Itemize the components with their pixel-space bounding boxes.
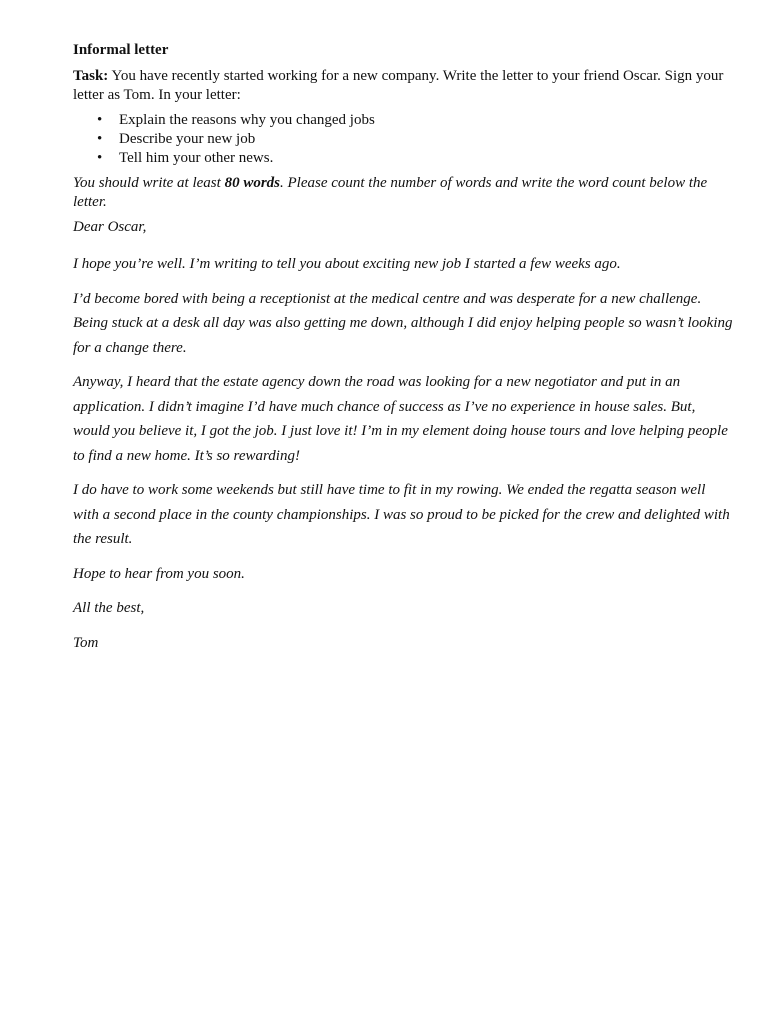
letter-body xyxy=(73,218,734,655)
word-count-instruction xyxy=(73,174,734,212)
task-paragraph xyxy=(73,67,734,105)
list-item xyxy=(97,149,734,168)
letter-greeting: Dear Oscar, xyxy=(73,219,147,235)
list-item-text: Describe your new job xyxy=(119,131,256,147)
letter-sign-off: All the best, xyxy=(73,600,145,616)
list-item xyxy=(97,130,734,149)
bullet-icon: • xyxy=(97,112,103,128)
bullet-icon: • xyxy=(97,150,103,166)
letter-paragraph: I’d become bored with being a receptionist at the medical centre and was desperate for a new challenge. Being stuck at a desk all day was also getting me down, although I did enjoy helping people so wasn’t looking for a change there. xyxy=(73,290,733,356)
bullet-icon: • xyxy=(97,131,103,147)
list-item-text: Explain the reasons why you changed jobs xyxy=(119,112,375,128)
letter-signature: Tom xyxy=(73,634,99,651)
document-heading: Informal letter xyxy=(73,42,169,58)
instruction-text-before: You should write at least xyxy=(73,175,225,191)
letter-paragraph: I do have to work some weekends but still have time to fit in my rowing. We ended the regatta season well with a second place in the county championships. I was so proud to be picked for the crew and delighted with the result. xyxy=(73,482,730,547)
instruction-text-after: . Please count the number of words and write the word count below the letter. xyxy=(73,175,708,210)
list-item-text: Tell him your other news. xyxy=(119,150,274,166)
letter-closing-line: Hope to hear from you soon. xyxy=(73,565,245,582)
list-item xyxy=(97,111,734,130)
letter-paragraph: Anyway, I heard that the estate agency down the road was looking for a new negotiator and put in an application. I didn’t imagine I’d have much chance of success as I’ve no experience in house sales. But, would you believe it, I got the job. I just love it! I’m in my element doing house tours and love helping people to find a new home. It’s so rewarding! xyxy=(73,374,728,464)
task-label: Task: xyxy=(73,68,109,84)
task-points-list xyxy=(73,111,734,168)
letter-paragraph: I hope you’re well. I’m writing to tell you about exciting new job I started a few weeks ago. xyxy=(73,256,621,272)
instruction-word-count: 80 words xyxy=(224,175,280,191)
task-text: You have recently started working for a new company. Write the letter to your friend Oscar. Sign your letter as Tom. In your letter: xyxy=(73,68,724,103)
